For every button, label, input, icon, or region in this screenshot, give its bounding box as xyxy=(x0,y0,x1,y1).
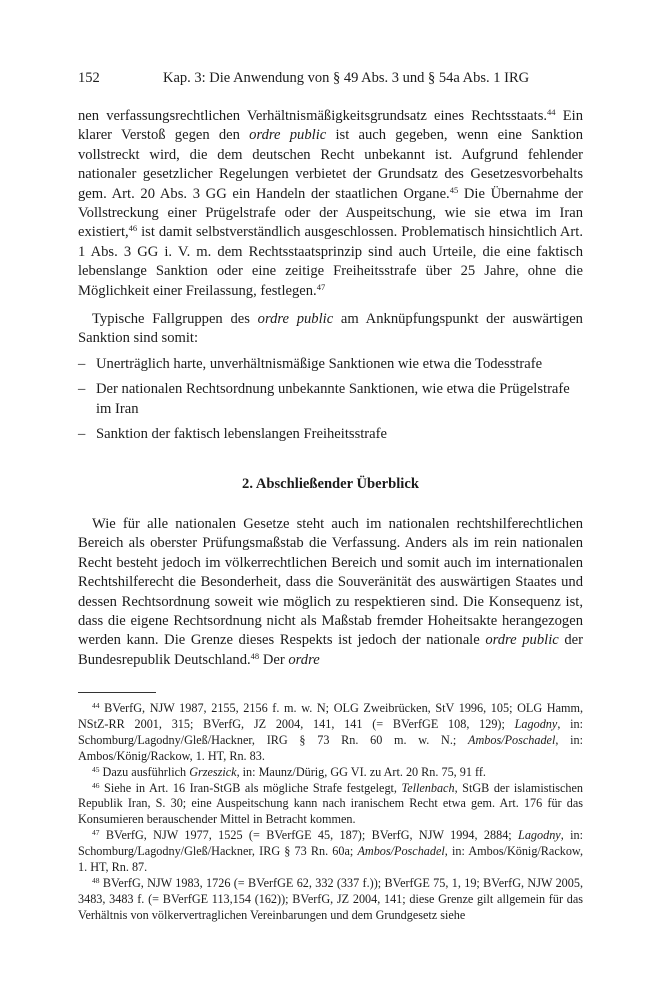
footnote-47 xyxy=(78,828,583,876)
italic-term: ordre public xyxy=(257,311,334,328)
text-span: , in: Schomburg/Lagodny/Gleß/Hackner, IRG § 73 Rn. 60 m. w. N.; xyxy=(78,716,584,747)
list-item xyxy=(78,425,583,444)
main-text xyxy=(78,107,583,670)
text-span: , in: Ambos/König/Rackow, 1. HT, Rn. 83. xyxy=(78,732,583,763)
list-item-text: Der nationalen Rechtsordnung unbekannte Sanktionen, wie etwa die Prügelstrafe im Iran xyxy=(96,381,570,417)
text-span: Der xyxy=(259,651,289,668)
list-item-text: Sanktion der faktisch lebenslangen Freiheitsstrafe xyxy=(96,426,387,443)
footnote-number: 46 xyxy=(92,780,100,790)
text-span: BVerfG, NJW 1977, 1525 (= BVerfGE 45, 187); BVerfG, NJW 1994, 2884; xyxy=(99,828,519,843)
italic-term: ordre public xyxy=(249,127,327,144)
author-name: Ambos/Poschadel xyxy=(357,844,445,859)
footnote-ref-44[interactable]: 44 xyxy=(547,107,556,117)
text-span: ist auch gegeben, wenn eine Sanktion vollstreckt wird, die dem deutschen Recht unbekannt ist. Aufgrund fehlender nationaler gesetzlicher Regelungen verbietet der Grundsatz des Gesetzesvorbehalts gem. Art. 20 Abs. 3 GG ein Handeln der staatlichen Organe. xyxy=(78,127,583,202)
page-number: 152 xyxy=(78,70,100,86)
text-span: Die Übernahme der Vollstreckung einer Prügelstrafe oder der Auspeitschung, wie sie etwa im Iran existiert, xyxy=(78,185,583,241)
author-name: Lagodny xyxy=(514,716,558,731)
text-span: Ein klarer Verstoß gegen den xyxy=(78,108,583,144)
author-name: Tellenbach xyxy=(401,780,455,795)
text-span: , StGB der islamistischen Republik Iran, S. 30; eine Auspeitschung kann nach iranischem Recht etwa gem. Art. 176 für das Konsumieren berauschender Mittel in Betracht kommen. xyxy=(78,780,583,827)
footnote-ref-47[interactable]: 47 xyxy=(316,281,326,292)
text-span: nen verfassungsrechtlichen Verhältnismäßigkeitsgrundsatz eines Rechtsstaats. xyxy=(78,108,548,124)
text-span: , in: Ambos/König/Rackow, 1. HT, Rn. 87. xyxy=(78,844,583,875)
text-span: BVerfG, NJW 1983, 1726 (= BVerfGE 62, 332 (337 f.)); BVerfGE 75, 1, 19; BVerfG, NJW 2005, 3483, 3483 f. (= BVerfGE 113,154 (162)); BVerfG, JZ 2004, 141; diese Grenze gilt allgemein für das Verhältnis von völkervertraglichen Vereinbarungen und dem Grundgesetz siehe xyxy=(78,875,583,922)
list-item xyxy=(78,380,583,419)
text-span: Dazu ausführlich xyxy=(99,764,190,779)
dash-marker: – xyxy=(78,381,86,398)
dash-marker: – xyxy=(78,426,86,443)
footnote-48 xyxy=(78,876,583,924)
text-span: , in: Maunz/Dürig, GG VI. zu Art. 20 Rn. 75, 91 ff. xyxy=(236,764,486,779)
author-name: Ambos/Poschadel xyxy=(468,732,556,747)
footnote-number: 45 xyxy=(92,764,100,774)
list-item-text: Unerträglich harte, unverhältnismäßige Sanktionen wie etwa die Todesstrafe xyxy=(96,355,543,372)
list-item xyxy=(78,355,583,374)
text-span: der Bundesrepublik Deutschland. xyxy=(78,632,583,668)
footnote-ref-48[interactable]: 48 xyxy=(250,650,260,661)
footnote-number: 48 xyxy=(92,875,100,885)
footnote-ref-46[interactable]: 46 xyxy=(128,223,138,234)
dash-marker: – xyxy=(78,355,86,372)
text-span: Siehe in Art. 16 Iran-StGB als mögliche Strafe festgelegt, xyxy=(99,780,402,795)
footnote-ref-45[interactable]: 45 xyxy=(449,184,459,195)
italic-term: ordre xyxy=(288,651,320,668)
footnote-number: 47 xyxy=(92,828,100,838)
author-name: Lagodny xyxy=(518,828,561,843)
text-span: Wie für alle nationalen Gesetze steht auch im nationalen rechtshilferechtlichen Bereich als oberster Prüfungsmaßstab die Verfassung. Anders als im rein nationalen Recht besteht jedoch im völkerrechtlichen Bereich und somit auch im internationalen Rechtshilferecht die Besonderheit, dass die Souveränität des auswärtigen Staates und dessen Rechtsordnung soweit wie möglich zu respektieren sind. Die Konsequenz ist, dass die eigene Rechtsordnung nicht als Maßstab fremder Hoheitsakte herangezogen werden kann. Die Grenze dieses Respekts ist jedoch der nationale xyxy=(78,515,583,649)
paragraph-1 xyxy=(78,107,583,301)
text-span: BVerfG, NJW 1987, 2155, 2156 f. m. w. N; OLG Zweibrücken, StV 1996, 105; OLG Hamm, NStZ-RR 2001, 315; BVerfG, JZ 2004, 141, 141 (= BVerfGE 108, 129); xyxy=(78,701,583,731)
footnote-44 xyxy=(78,701,583,765)
running-title: Kap. 3: Die Anwendung von § 49 Abs. 3 und § 54a Abs. 1 IRG xyxy=(163,70,530,86)
footnote-45 xyxy=(78,765,583,781)
footnote-number: 44 xyxy=(92,701,100,710)
text-span: ist damit selbstverständlich ausgeschlossen. Problematisch hinsichtlich Art. 1 Abs. 3 GG i. V. m. dem Rechtsstaatsprinzip sind auch Urteile, die eine faktisch lebenslange Sanktion oder eine zeitige Freiheitsstrafe über 25 Jahre, ohne die Möglichkeit einer Freilassung, festlegen. xyxy=(78,224,583,299)
text-span: am Anknüpfungspunkt der auswärtigen Sanktion sind somit: xyxy=(78,311,583,347)
footnotes xyxy=(78,701,583,924)
text-span: , in: Schomburg/Lagodny/Gleß/Hackner, IRG § 73 Rn. 60a; xyxy=(78,828,583,859)
footnote-separator xyxy=(78,692,156,693)
author-name: Grzeszick xyxy=(189,764,237,779)
paragraph-2 xyxy=(78,310,583,349)
section-heading: 2. Abschließender Überblick xyxy=(242,475,419,492)
italic-term: ordre public xyxy=(485,632,559,649)
paragraph-3 xyxy=(78,515,583,670)
page-header xyxy=(78,70,583,90)
text-span: Typische Fallgruppen des xyxy=(92,311,258,328)
footnote-46 xyxy=(78,781,583,829)
